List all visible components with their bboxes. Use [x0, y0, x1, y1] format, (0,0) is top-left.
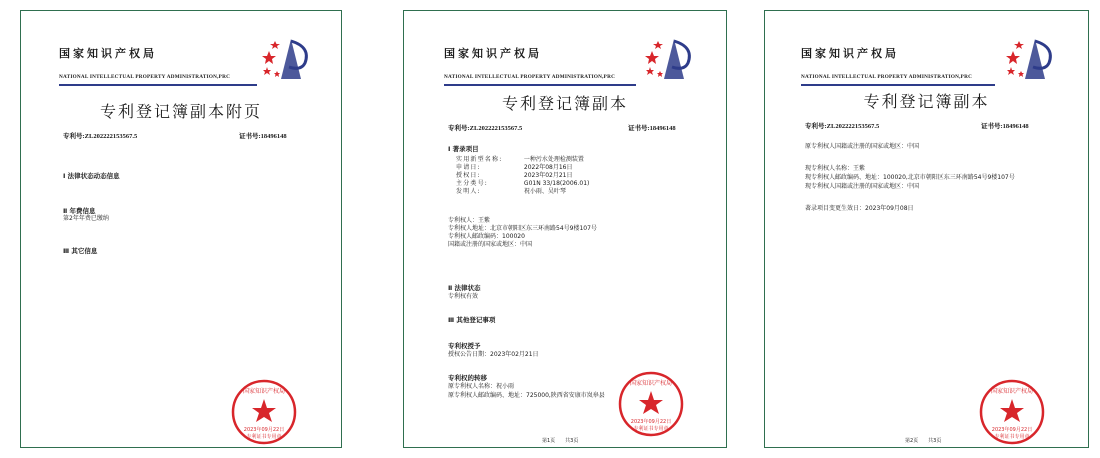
seal-date: 2023年09月22日 — [991, 427, 1033, 433]
section-legal-status: Ⅱ 法律状态 — [448, 284, 481, 292]
seal-top-text: 国家知识产权局 — [242, 388, 286, 395]
field-value: G01N 33/18(2006.01) — [523, 180, 590, 187]
current-patentee-name: 现专利权人名称：王紫 — [805, 165, 866, 172]
field-label: 主分类号: — [456, 180, 489, 187]
patent-number: 专利号:ZL202222153567.5 — [63, 133, 138, 140]
patent-number: 专利号:ZL202222153567.5 — [805, 123, 880, 130]
field-label: 实用新型名称: — [456, 156, 503, 163]
field-inventors — [456, 188, 566, 196]
former-patentee-name: 原专利权人名称：祝小雨 — [448, 383, 515, 390]
header-rule — [59, 84, 257, 86]
seal-top-text: 国家知识产权局 — [629, 380, 673, 387]
seal-bottom-text: 专利证书专用章 — [633, 426, 669, 432]
section-other-registrations: Ⅲ 其他登记事项 — [448, 316, 496, 324]
section-other-info: Ⅲ 其它信息 — [63, 247, 98, 255]
header-rule — [444, 84, 636, 86]
field-grant-date — [456, 172, 572, 180]
org-name-cn: 国家知识产权局 — [59, 47, 157, 60]
field-application-date — [456, 164, 572, 172]
org-name-cn: 国家知识产权局 — [801, 47, 899, 60]
org-name-en: NATIONAL INTELLECTUAL PROPERTY ADMINISTRATION,PRC — [59, 74, 231, 80]
certificate-number: 证书号:18496148 — [628, 125, 676, 132]
page-title: 专利登记簿副本附页 — [99, 102, 262, 121]
seal-date: 2023年09月22日 — [243, 427, 285, 433]
transfer-heading: 专利权的转移 — [448, 374, 487, 382]
official-seal-icon — [979, 379, 1045, 445]
former-patentee-address: 原专利权人邮政编码、地址：725000,陕西省安康市岚皋县 — [448, 392, 605, 399]
annual-fee-status: 第2年年费已缴纳 — [63, 215, 109, 222]
official-seal-icon — [231, 379, 297, 445]
field-label: 发明人: — [456, 188, 481, 195]
patentee-address: 专利权人地址：北京市朝阳区东三环南路54号9楼107号 — [448, 225, 597, 232]
cnipa-logo-icon — [261, 33, 313, 85]
page-footer: 第1页 共3页 — [542, 438, 579, 444]
org-name-cn: 国家知识产权局 — [444, 47, 542, 60]
patentee-nationality: 国籍或注册的国家或地区：中国 — [448, 241, 533, 248]
field-value: 2023年02月21日 — [523, 172, 573, 179]
change-effective-date: 著录项目变更生效日：2023年09月08日 — [805, 205, 914, 212]
official-seal-icon — [618, 371, 684, 437]
field-label: 授权日: — [456, 172, 481, 179]
page-title: 专利登记簿副本 — [501, 94, 628, 113]
org-name-en: NATIONAL INTELLECTUAL PROPERTY ADMINISTRATION,PRC — [801, 74, 973, 80]
certificate-page-2 — [764, 10, 1089, 448]
certificate-number: 证书号:18496148 — [981, 123, 1029, 130]
field-utility-model-name — [456, 156, 584, 164]
section-legal-status-dynamic: Ⅰ 法律状态动态信息 — [63, 172, 120, 180]
cnipa-logo-icon — [1005, 33, 1057, 85]
field-value: 一种污水处理检测装置 — [523, 156, 584, 163]
certificate-page-appendix — [20, 10, 342, 448]
certificate-page-1 — [403, 10, 727, 448]
section-bibliographic: Ⅰ 著录项目 — [448, 145, 479, 153]
grant-announcement-date: 授权公告日期：2023年02月21日 — [448, 351, 539, 358]
page-title: 专利登记簿副本 — [863, 92, 990, 111]
seal-bottom-text: 专利证书专用章 — [246, 434, 282, 440]
current-patentee-nationality: 现专利权人国籍或注册的国家或地区：中国 — [805, 183, 920, 190]
field-value: 祝小雨、吴叶琴 — [523, 188, 566, 195]
seal-top-text: 国家知识产权局 — [990, 388, 1034, 395]
section-annual-fee: Ⅱ 年费信息 — [63, 207, 96, 215]
patentee-name: 专利权人：王紫 — [448, 217, 491, 224]
grant-heading: 专利权授予 — [448, 342, 481, 350]
seal-bottom-text: 专利证书专用章 — [994, 434, 1030, 440]
field-label: 申请日: — [456, 164, 481, 171]
patent-number: 专利号:ZL202222153567.5 — [448, 125, 523, 132]
field-main-classification — [456, 180, 589, 188]
former-patentee-nationality: 原专利权人国籍或注册的国家或地区：中国 — [805, 143, 920, 150]
page-footer: 第2页 共3页 — [905, 438, 942, 444]
current-patentee-address: 现专利权人邮政编码、地址：100020,北京市朝阳区东三环南路54号9楼107号 — [805, 174, 1015, 181]
seal-date: 2023年09月22日 — [630, 419, 672, 425]
org-name-en: NATIONAL INTELLECTUAL PROPERTY ADMINISTRATION,PRC — [444, 74, 616, 80]
patentee-postcode: 专利权人邮政编码：100020 — [448, 233, 525, 240]
cnipa-logo-icon — [644, 33, 696, 85]
field-value: 2022年08月16日 — [523, 164, 573, 171]
certificate-number: 证书号:18496148 — [239, 133, 287, 140]
header-rule — [801, 84, 995, 86]
legal-status-value: 专利权有效 — [448, 293, 479, 300]
